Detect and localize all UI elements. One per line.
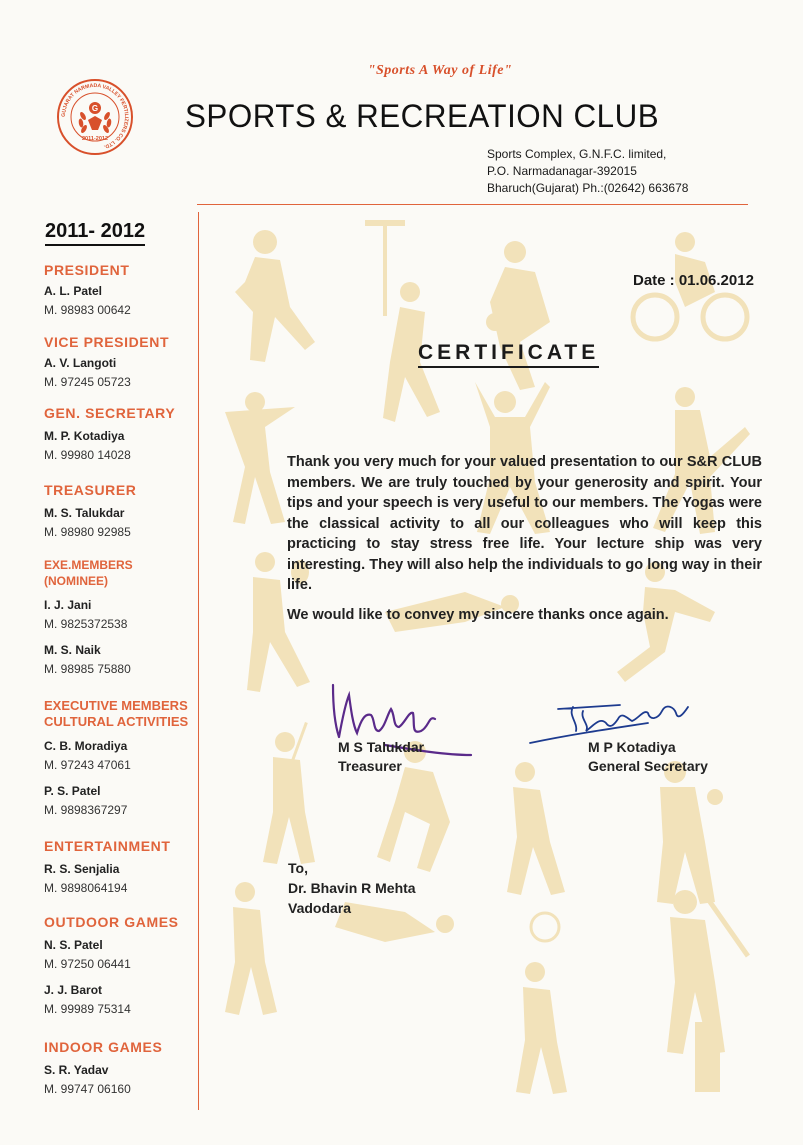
- section-treasurer: [44, 482, 137, 540]
- certificate-body: [287, 452, 762, 625]
- section-president: [44, 262, 131, 318]
- section-indoor-games: [44, 1039, 162, 1097]
- badminton-silhouette-icon: [516, 913, 567, 1094]
- cricket-silhouette-icon: [667, 889, 750, 1092]
- member-name: M. S. Talukdar: [44, 506, 125, 520]
- section-subtitle: CULTURAL ACTIVITIES: [44, 714, 189, 729]
- member-name: M. S. Naik: [44, 643, 101, 657]
- member-phone: M. 9825372538: [44, 617, 128, 631]
- logo-ring-text: GUJARAT NARMADA VALLEY FERTILIZERS CO. LTD.: [60, 82, 130, 150]
- member-phone: M. 98980 92985: [44, 525, 131, 539]
- member-phone: M. 97250 06441: [44, 957, 131, 971]
- section-title: OUTDOOR GAMES: [44, 914, 179, 930]
- member-name: A. V. Langoti: [44, 356, 117, 370]
- body-paragraph: Thank you very much for your valued presentation to our S&R CLUB members. We are truly touched by your generosity and spirit. Your tips and your speech is very useful to our members. The Yogas were the classical activity to all our colleagues who will keep this practicing to stay stress free life. Your lecture ship was very interesting. They will also help the individuals to go long way in their life.: [287, 454, 762, 593]
- section-outdoor-games: [44, 914, 179, 1017]
- club-logo: [56, 78, 134, 156]
- section-title: EXECUTIVE MEMBERS: [44, 698, 188, 713]
- section-title: TREASURER: [44, 482, 137, 498]
- recipient-city: Vadodara: [288, 900, 352, 916]
- member-phone: M. 97245 05723: [44, 375, 131, 389]
- member-name: M. P. Kotadiya: [44, 429, 125, 443]
- signatory-role: General Secretary: [588, 758, 708, 774]
- section-exe-members: [44, 557, 133, 677]
- laurel-wreath-icon: [78, 111, 112, 134]
- recipient-name: Dr. Bhavin R Mehta: [288, 880, 416, 896]
- signatory-role: Treasurer: [338, 758, 402, 774]
- runner-silhouette-icon: [235, 230, 315, 362]
- address-line: Sports Complex, G.N.F.C. limited,: [487, 147, 667, 161]
- member-name: J. J. Barot: [44, 983, 103, 997]
- section-title: ENTERTAINMENT: [44, 838, 171, 854]
- treasurer-signature-block: [338, 738, 424, 776]
- member-phone: M. 99980 14028: [44, 448, 131, 462]
- gymnast-silhouette-icon: [225, 392, 295, 524]
- member-name: C. B. Moradiya: [44, 739, 128, 753]
- member-name: I. J. Jani: [44, 598, 92, 612]
- member-name: S. R. Yadav: [44, 1063, 109, 1077]
- logo-center-letter: G: [91, 104, 99, 113]
- signatory-name: M P Kotadiya: [588, 739, 676, 755]
- boxer-silhouette-icon: [657, 761, 723, 904]
- member-name: P. S. Patel: [44, 784, 101, 798]
- section-title: PRESIDENT: [44, 262, 130, 278]
- column-divider: [198, 212, 199, 1110]
- secretary-signature-block: [588, 738, 708, 776]
- member-phone: M. 9898064194: [44, 881, 128, 895]
- certificate-title: CERTIFICATE: [418, 341, 599, 368]
- recipient-salutation: To,: [288, 860, 308, 876]
- member-phone: M. 97243 47061: [44, 758, 131, 772]
- address-line: P.O. Narmadanagar-392015: [487, 164, 637, 178]
- member-name: N. S. Patel: [44, 938, 103, 952]
- member-name: A. L. Patel: [44, 284, 103, 298]
- member-phone: M. 9898367297: [44, 803, 128, 817]
- section-title: GEN. SECRETARY: [44, 405, 176, 421]
- section-cultural-activities: [44, 698, 188, 818]
- club-tagline: "Sports A Way of Life": [367, 63, 513, 78]
- basketball-silhouette-icon: [365, 220, 440, 422]
- section-title: VICE PRESIDENT: [44, 334, 170, 350]
- member-phone: M. 98985 75880: [44, 662, 131, 676]
- section-vice-president: [44, 334, 169, 390]
- section-subtitle: (NOMINEE): [44, 574, 108, 588]
- athlete-silhouette-icon: [225, 882, 277, 1015]
- club-address: [487, 146, 688, 197]
- golfer-silhouette-icon: [263, 722, 315, 864]
- club-title: SPORTS & RECREATION CLUB: [185, 98, 660, 134]
- certificate-date: Date : 01.06.2012: [633, 272, 754, 289]
- member-phone: M. 99747 06160: [44, 1082, 131, 1096]
- member-phone: M. 99989 75314: [44, 1002, 131, 1016]
- header-divider: [197, 204, 748, 205]
- section-gen-secretary: [44, 405, 175, 463]
- logo-years: 2011-2012: [82, 136, 108, 142]
- section-title: EXE.MEMBERS: [44, 558, 133, 572]
- member-phone: M. 98983 00642: [44, 303, 131, 317]
- committee-sidebar: [44, 220, 194, 1096]
- address-line: Bharuch(Gujarat) Ph.:(02642) 663678: [487, 181, 689, 195]
- section-entertainment: [44, 838, 171, 896]
- shotput-silhouette-icon: [507, 762, 565, 895]
- signatory-name: M S Talukdar: [338, 739, 425, 755]
- committee-year: 2011- 2012: [45, 220, 145, 246]
- section-title: INDOOR GAMES: [44, 1039, 163, 1055]
- body-paragraph: We would like to convey my sincere thanks once again.: [287, 606, 669, 623]
- member-name: R. S. Senjalia: [44, 862, 120, 876]
- recipient-address: [288, 858, 416, 918]
